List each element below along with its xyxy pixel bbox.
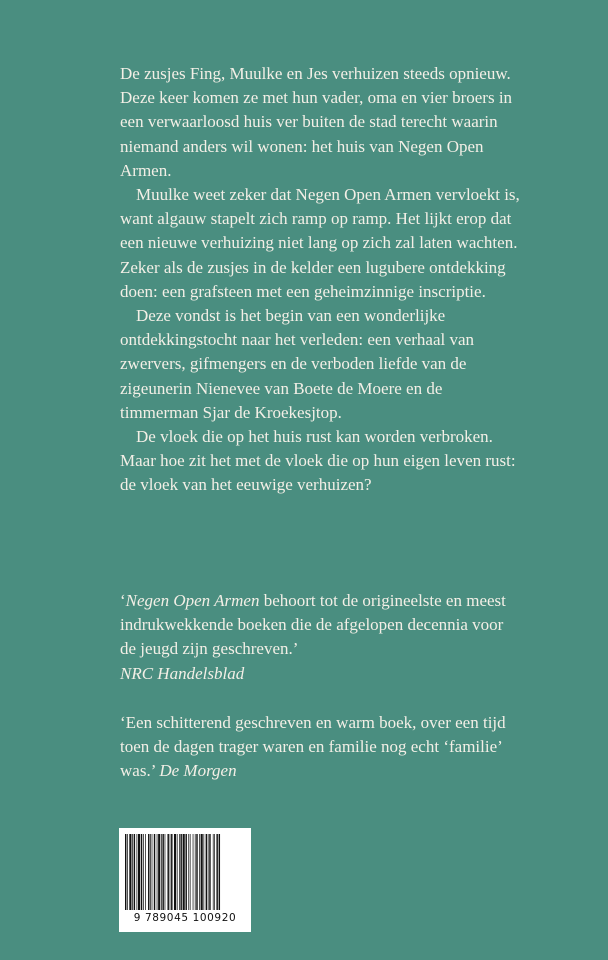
barcode-bar — [158, 834, 160, 910]
barcode-bar — [148, 834, 149, 910]
barcode-bar — [125, 834, 126, 910]
quote-source: NRC Handelsblad — [120, 663, 245, 683]
barcode-bar — [170, 834, 171, 910]
barcode-bar — [174, 834, 176, 910]
barcode-icon — [125, 834, 245, 910]
barcode-bar — [195, 834, 196, 910]
barcode-bar — [145, 834, 146, 910]
barcode-bar — [165, 834, 166, 910]
barcode-bar — [203, 834, 204, 910]
barcode-bar — [167, 834, 168, 910]
barcode-bar — [206, 834, 207, 910]
barcode-bar — [179, 834, 180, 910]
review-quote-morgen — [120, 711, 520, 784]
barcode-bar — [208, 834, 209, 910]
isbn-barcode — [119, 828, 251, 932]
barcode-bar — [132, 834, 133, 910]
barcode-bar — [152, 834, 153, 910]
barcode-bar — [161, 834, 162, 910]
barcode-bar — [177, 834, 178, 910]
blurb-paragraph-2: Muulke weet zeker dat Negen Open Armen vervloekt is, want algauw stapelt zich ramp op ramp. Het lijkt erop dat een nieuwe verhuizing niet lang op zich zal laten wachten. Zeker als de zusjes in de kelder een lugubere ontdekking doen: een grafsteen met een geheimzinnige inscriptie. — [120, 185, 520, 301]
barcode-bar — [129, 834, 131, 910]
barcode-bar — [219, 834, 220, 910]
barcode-bar — [143, 834, 144, 910]
barcode-bar — [201, 834, 203, 910]
blurb-paragraph-1: De zusjes Fing, Muulke en Jes verhuizen steeds opnieuw. Deze keer komen ze met hun vader, oma en vier broers in een verwaarloosd huis ver buiten de stad terecht waarin niemand anders wil wonen: het huis van Negen Open Armen. — [120, 64, 513, 180]
barcode-bar — [157, 834, 158, 910]
barcode-bar — [154, 834, 155, 910]
barcode-bar — [138, 834, 140, 910]
barcode-bar — [171, 834, 172, 910]
barcode-bar — [209, 834, 210, 910]
quote-text: behoort tot de origineelste en meest indrukwekkende boeken die de afgelopen decennia voor de jeugd zijn geschreven.’ — [120, 591, 506, 659]
review-quote-nrc — [120, 589, 520, 686]
quote-source: De Morgen — [159, 761, 237, 781]
barcode-digits: 9 789045 100920 — [133, 912, 237, 924]
barcode-bar — [162, 834, 163, 910]
barcode-bar — [150, 834, 151, 910]
barcode-bar — [134, 834, 135, 910]
barcode-bar — [180, 834, 181, 910]
barcode-bar — [216, 834, 217, 910]
barcode-bar — [137, 834, 138, 910]
blurb-paragraph-4: De vloek die op het huis rust kan worden verbroken. Maar hoe zit het met de vloek die op hun eigen leven rust: de vloek van het eeuwige verhuizen? — [120, 427, 516, 495]
blurb-text — [120, 62, 520, 498]
barcode-bar — [199, 834, 200, 910]
barcode-bar — [127, 834, 128, 910]
barcode-bar — [141, 834, 142, 910]
barcode-bar — [183, 834, 185, 910]
barcode-bar — [196, 834, 197, 910]
barcode-bar — [193, 834, 194, 910]
quote-text: ‘Een schitterend geschreven en warm boek, over een tijd toen de dagen trager waren en familie nog echt ‘familie’ was.’ — [120, 713, 506, 781]
barcode-bar — [190, 834, 191, 910]
barcode-bar — [188, 834, 189, 910]
blurb-paragraph-3: Deze vondst is het begin van een wonderlijke ontdekkingstocht naar het verleden: een verhaal van zwervers, gifmengers en de verboden liefde van de zigeunerin Nienevee van Boete de Moere en de timmerman Sjar de Kroekesjtop. — [120, 306, 475, 422]
quote-book-title: Negen Open Armen — [125, 591, 260, 610]
barcode-bar — [185, 834, 186, 910]
barcode-bar — [213, 834, 214, 910]
quote-open-mark: ‘ — [120, 591, 126, 610]
barcode-bar — [214, 834, 215, 910]
